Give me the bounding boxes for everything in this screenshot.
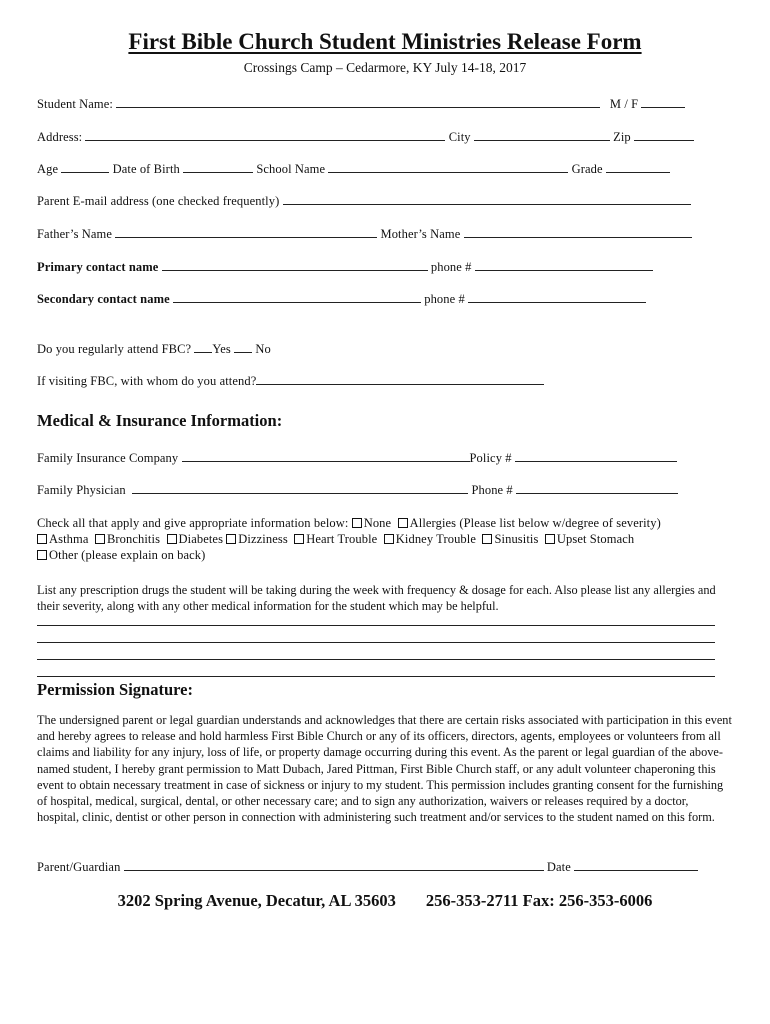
footer xyxy=(0,891,770,911)
checkbox-other[interactable] xyxy=(37,550,47,560)
school-field[interactable] xyxy=(328,161,568,173)
condition-kidney-trouble: Kidney Trouble xyxy=(395,532,477,546)
age-field[interactable] xyxy=(61,161,109,173)
gender-field[interactable] xyxy=(641,96,685,108)
primary-phone-label: phone # xyxy=(430,260,472,274)
insurance-row xyxy=(37,450,677,466)
checkbox-diabetes[interactable] xyxy=(167,534,177,544)
zip-label: Zip xyxy=(613,130,631,144)
physician-field[interactable] xyxy=(132,482,468,494)
date-field[interactable] xyxy=(574,859,698,871)
secondary-phone-label: phone # xyxy=(424,292,465,306)
condition-none: None xyxy=(363,516,392,530)
conditions-row-2 xyxy=(37,532,634,547)
visiting-field[interactable] xyxy=(256,373,544,385)
policy-field[interactable] xyxy=(515,450,677,462)
address-label: Address: xyxy=(37,130,83,144)
city-label: City xyxy=(448,130,471,144)
condition-diabetes: Diabetes xyxy=(178,532,224,546)
condition-other: Other (please explain on back) xyxy=(49,548,206,562)
prescription-line-3[interactable] xyxy=(37,659,715,660)
mother-label: Mother’s Name xyxy=(380,227,461,241)
checkbox-bronchitis[interactable] xyxy=(95,534,105,544)
parent-email-field[interactable] xyxy=(283,193,691,205)
permission-text: The undersigned parent or legal guardian understands and acknowledges that there are certain risks associated with participation in this event and hereby agrees to release and hold harmless First Bible Church or any of its officers, directors, agents, employees or volunteers from all claims and liability for any injury, loss of life, or property damage occurring during this event. As the parent or legal guardian of the above-named student, I hereby grant permission to Matt Dubach, Jared Pittman, First Bible Church staff, or any adult volunteer chaperoning this event to obtain necessary treatment in case of sickness or injury to my student. This permission includes granting consent for the furnishing of hospital, medical, surgical, dental, or other necessary care; and to sign any authorization, waivers or releases required by a doctor, hospital, clinic, dentist or other person in connection with administering such treatment and/or services to the student named on this form. xyxy=(37,713,732,825)
condition-upset-stomach: Upset Stomach xyxy=(556,532,635,546)
parents-row xyxy=(37,226,692,242)
prescription-line-2[interactable] xyxy=(37,642,715,643)
attend-yes-label: Yes xyxy=(212,342,231,356)
checkbox-allergies[interactable] xyxy=(398,518,408,528)
conditions-row-1 xyxy=(37,516,661,531)
condition-bronchitis: Bronchitis xyxy=(106,532,161,546)
attendance-question: Do you regularly attend FBC? xyxy=(37,342,192,356)
attend-yes-field[interactable] xyxy=(194,341,212,353)
form-subtitle: Crossings Camp – Cedarmore, KY July 14-18, 2017 xyxy=(243,60,527,75)
attend-no-field[interactable] xyxy=(234,341,252,353)
checkbox-sinusitis[interactable] xyxy=(482,534,492,544)
guardian-signature-field[interactable] xyxy=(124,859,544,871)
dob-field[interactable] xyxy=(183,161,253,173)
insurance-field[interactable] xyxy=(182,450,470,462)
signature-row xyxy=(37,859,698,875)
dob-label: Date of Birth xyxy=(112,162,180,176)
secondary-contact-label: Secondary contact name xyxy=(37,292,170,306)
zip-field[interactable] xyxy=(634,129,694,141)
physician-phone-field[interactable] xyxy=(516,482,678,494)
prescription-line-4[interactable] xyxy=(37,676,715,677)
gender-label: M / F xyxy=(609,97,639,111)
address-field[interactable] xyxy=(85,129,445,141)
medical-heading: Medical & Insurance Information: xyxy=(37,411,283,430)
student-name-row xyxy=(37,96,685,112)
checkbox-upset-stomach[interactable] xyxy=(545,534,555,544)
primary-contact-row xyxy=(37,259,653,275)
student-name-field[interactable] xyxy=(116,96,600,108)
footer-address: 3202 Spring Avenue, Decatur, AL 35603 xyxy=(117,891,396,910)
secondary-contact-row xyxy=(37,291,646,307)
grade-label: Grade xyxy=(571,162,603,176)
condition-sinusitis: Sinusitis xyxy=(494,532,539,546)
primary-contact-label: Primary contact name xyxy=(37,260,159,274)
physician-row xyxy=(37,482,678,498)
age-row xyxy=(37,161,670,177)
condition-heart-trouble: Heart Trouble xyxy=(306,532,378,546)
checkbox-heart-trouble[interactable] xyxy=(294,534,304,544)
policy-label: Policy # xyxy=(469,451,512,465)
parent-email-row xyxy=(37,193,691,209)
checkbox-none[interactable] xyxy=(352,518,362,528)
father-label: Father’s Name xyxy=(37,227,113,241)
visiting-row xyxy=(37,373,544,389)
condition-allergies: Allergies (Please list below w/degree of severity) xyxy=(409,516,661,530)
age-label: Age xyxy=(37,162,59,176)
date-label: Date xyxy=(546,860,571,874)
parent-email-label: Parent E-mail address (one checked frequently) xyxy=(37,194,280,208)
secondary-phone-field[interactable] xyxy=(468,291,646,303)
attendance-row xyxy=(37,341,271,357)
primary-phone-field[interactable] xyxy=(475,259,653,271)
address-row xyxy=(37,129,694,145)
form-title: First Bible Church Student Ministries Release Form xyxy=(128,29,642,54)
father-field[interactable] xyxy=(115,226,377,238)
mother-field[interactable] xyxy=(464,226,692,238)
prescription-line-1[interactable] xyxy=(37,625,715,626)
checkbox-dizziness[interactable] xyxy=(226,534,236,544)
attend-no-label: No xyxy=(255,342,271,356)
secondary-contact-field[interactable] xyxy=(173,291,421,303)
physician-phone-label: Phone # xyxy=(471,483,513,497)
prescription-instructions: List any prescription drugs the student will be taking during the week with frequency & dosage for each. Also please list any allergies and their severity, along with any other medical information for the student which may be helpful. xyxy=(37,583,716,614)
check-intro: Check all that apply and give appropriate information below: xyxy=(37,516,349,530)
checkbox-kidney-trouble[interactable] xyxy=(384,534,394,544)
student-name-label: Student Name: xyxy=(37,97,113,111)
city-field[interactable] xyxy=(474,129,610,141)
permission-heading: Permission Signature: xyxy=(37,680,193,699)
conditions-row-3 xyxy=(37,548,205,563)
insurance-label: Family Insurance Company xyxy=(37,451,179,465)
physician-label: Family Physician xyxy=(37,483,126,497)
checkbox-asthma[interactable] xyxy=(37,534,47,544)
grade-field[interactable] xyxy=(606,161,670,173)
guardian-label: Parent/Guardian xyxy=(37,860,121,874)
visiting-label: If visiting FBC, with whom do you attend? xyxy=(37,374,257,388)
primary-contact-field[interactable] xyxy=(162,259,428,271)
footer-phones: 256-353-2711 Fax: 256-353-6006 xyxy=(425,891,653,910)
school-label: School Name xyxy=(256,162,326,176)
condition-asthma: Asthma xyxy=(49,532,89,546)
condition-dizziness: Dizziness xyxy=(238,532,288,546)
